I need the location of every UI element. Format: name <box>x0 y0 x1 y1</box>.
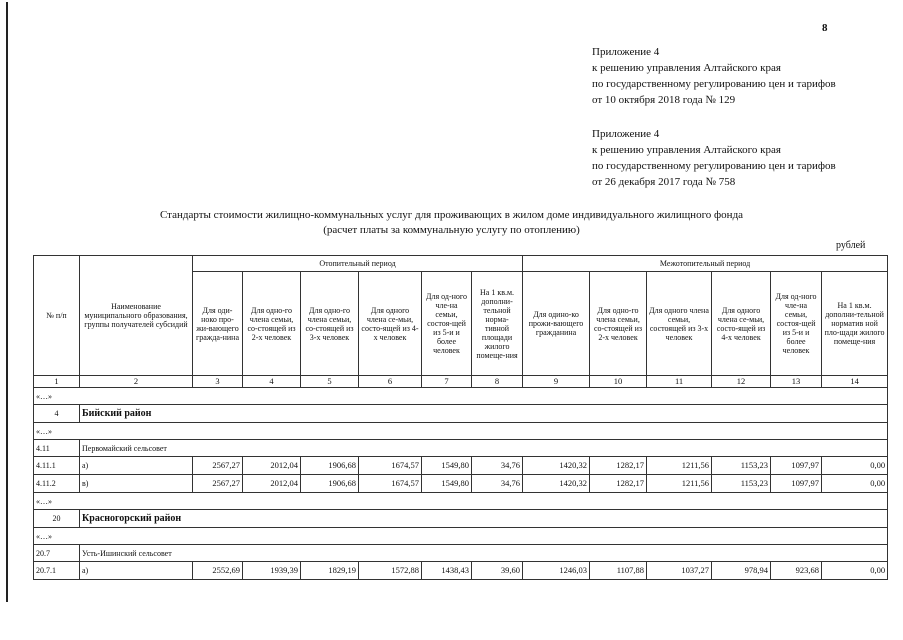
value-cell: 0,00 <box>822 562 888 580</box>
district-row <box>34 405 888 423</box>
ellipsis-cell: «…» <box>34 388 888 405</box>
district-name: Бийский район <box>80 405 888 423</box>
value-cell: 34,76 <box>472 457 523 475</box>
council-row <box>34 545 888 562</box>
value-cell: 1674,57 <box>359 457 422 475</box>
appendix-line: к решению управления Алтайского края <box>592 144 781 156</box>
index-cell: 7 <box>422 376 472 388</box>
header-interheating-col: Для одино-ко прожи-вающего гражданина <box>523 272 590 376</box>
appendix-line: от 10 октября 2018 года № 129 <box>592 94 736 106</box>
value-cell: 1906,68 <box>301 457 359 475</box>
index-cell: 14 <box>822 376 888 388</box>
value-cell: 1939,39 <box>243 562 301 580</box>
header-interheating-col: Для одного члена се-мьи, состо-ящей из 4-х человек <box>712 272 771 376</box>
row-number: 20.7 <box>34 545 80 562</box>
value-cell: 1211,56 <box>647 475 712 493</box>
value-cell: 1906,68 <box>301 475 359 493</box>
appendix-line: от 26 декабря 2017 года № 758 <box>592 176 736 188</box>
header-interheating-col: На 1 кв.м. дополни-тельной норматив ной пло-щади жилого помеще-ния <box>822 272 888 376</box>
appendix-line: Приложение 4 <box>592 128 660 140</box>
value-cell: 1438,43 <box>422 562 472 580</box>
value-cell: 923,68 <box>771 562 822 580</box>
header-num: № п/п <box>34 256 80 376</box>
index-cell: 3 <box>193 376 243 388</box>
council-row <box>34 440 888 457</box>
appendix-block-1 <box>592 44 836 108</box>
header-heating-col: Для оди-ноко про-жи-вающего гражда-нина <box>193 272 243 376</box>
appendix-line: Приложение 4 <box>592 46 660 58</box>
ellipsis-row <box>34 423 888 440</box>
row-number: 4.11.2 <box>34 475 80 493</box>
row-number: 4.11.1 <box>34 457 80 475</box>
index-cell: 11 <box>647 376 712 388</box>
row-number: 4 <box>34 405 80 423</box>
value-cell: 1572,88 <box>359 562 422 580</box>
index-cell: 9 <box>523 376 590 388</box>
value-cell: 1097,97 <box>771 457 822 475</box>
index-cell: 10 <box>590 376 647 388</box>
page-edge-line <box>6 2 8 602</box>
value-cell: 1549,80 <box>422 475 472 493</box>
index-cell: 4 <box>243 376 301 388</box>
value-cell: 1097,97 <box>771 475 822 493</box>
row-label: в) <box>80 475 193 493</box>
header-interheating-period: Межотопительный период <box>523 256 888 272</box>
value-cell: 1107,88 <box>590 562 647 580</box>
council-name: Первомайский сельсовет <box>80 440 888 457</box>
header-interheating-col: Для од-ного чле-на семьи, состоя-щей из 5-и и более человек <box>771 272 822 376</box>
value-cell: 1153,23 <box>712 457 771 475</box>
council-name: Усть-Ишинский сельсовет <box>80 545 888 562</box>
header-heating-col: Для одно-го члена семьи, со-стоящей из 2-х человек <box>243 272 301 376</box>
value-cell: 0,00 <box>822 475 888 493</box>
tariff-table <box>33 255 888 580</box>
appendix-line: к решению управления Алтайского края <box>592 62 781 74</box>
value-cell: 2012,04 <box>243 475 301 493</box>
value-cell: 2012,04 <box>243 457 301 475</box>
appendix-line: по государственному регулированию цен и тарифов <box>592 160 836 172</box>
row-number: 20.7.1 <box>34 562 80 580</box>
index-cell: 6 <box>359 376 422 388</box>
index-row <box>34 376 888 388</box>
value-cell: 2567,27 <box>193 475 243 493</box>
ellipsis-cell: «…» <box>34 528 888 545</box>
district-name: Красногорский район <box>80 510 888 528</box>
index-cell: 2 <box>80 376 193 388</box>
index-cell: 5 <box>301 376 359 388</box>
value-cell: 1153,23 <box>712 475 771 493</box>
appendix-block-2 <box>592 126 836 190</box>
header-heating-period: Отопительный период <box>193 256 523 272</box>
value-cell: 1549,80 <box>422 457 472 475</box>
index-cell: 8 <box>472 376 523 388</box>
value-cell: 1282,17 <box>590 475 647 493</box>
header-interheating-col: Для одного члена семьи, состоящей из 3-х человек <box>647 272 712 376</box>
page-number: 8 <box>822 22 828 34</box>
value-cell: 978,94 <box>712 562 771 580</box>
value-cell: 1246,03 <box>523 562 590 580</box>
header-heating-col: На 1 кв.м. дополни-тельной норма-тивной площади жилого помеще-ния <box>472 272 523 376</box>
header-name: Наименование муниципального образования, группы получателей субсидий <box>80 256 193 376</box>
value-cell: 2552,69 <box>193 562 243 580</box>
row-label: а) <box>80 457 193 475</box>
appendix-line: по государственному регулированию цен и тарифов <box>592 78 836 90</box>
table-row <box>34 562 888 580</box>
unit-label: рублей <box>836 240 866 251</box>
value-cell: 34,76 <box>472 475 523 493</box>
table-row <box>34 475 888 493</box>
header-heating-col: Для од-ного чле-на семьи, состоя-щей из 5-и и более человек <box>422 272 472 376</box>
value-cell: 1829,19 <box>301 562 359 580</box>
value-cell: 1037,27 <box>647 562 712 580</box>
district-row <box>34 510 888 528</box>
value-cell: 39,60 <box>472 562 523 580</box>
row-label: а) <box>80 562 193 580</box>
header-row-1 <box>34 256 888 272</box>
header-heating-col: Для одно-го члена семьи, со-стоящей из 3-х человек <box>301 272 359 376</box>
index-cell: 1 <box>34 376 80 388</box>
ellipsis-row <box>34 388 888 405</box>
row-number: 20 <box>34 510 80 528</box>
index-cell: 12 <box>712 376 771 388</box>
ellipsis-row <box>34 528 888 545</box>
table-row <box>34 457 888 475</box>
value-cell: 1211,56 <box>647 457 712 475</box>
index-cell: 13 <box>771 376 822 388</box>
value-cell: 1674,57 <box>359 475 422 493</box>
ellipsis-cell: «…» <box>34 493 888 510</box>
value-cell: 1420,32 <box>523 457 590 475</box>
value-cell: 1420,32 <box>523 475 590 493</box>
document-title: Стандарты стоимости жилищно-коммунальных услуг для проживающих в жилом доме индивидуального жилищного фонда <box>159 209 744 221</box>
document-subtitle: (расчет платы за коммунальную услугу по отоплению) <box>323 224 580 236</box>
row-number: 4.11 <box>34 440 80 457</box>
value-cell: 1282,17 <box>590 457 647 475</box>
ellipsis-row <box>34 493 888 510</box>
header-interheating-col: Для одно-го члена семьи, со-стоящей из 2-х человек <box>590 272 647 376</box>
ellipsis-cell: «…» <box>34 423 888 440</box>
value-cell: 0,00 <box>822 457 888 475</box>
value-cell: 2567,27 <box>193 457 243 475</box>
header-heating-col: Для одного члена се-мьи, состо-ящей из 4-х человек <box>359 272 422 376</box>
